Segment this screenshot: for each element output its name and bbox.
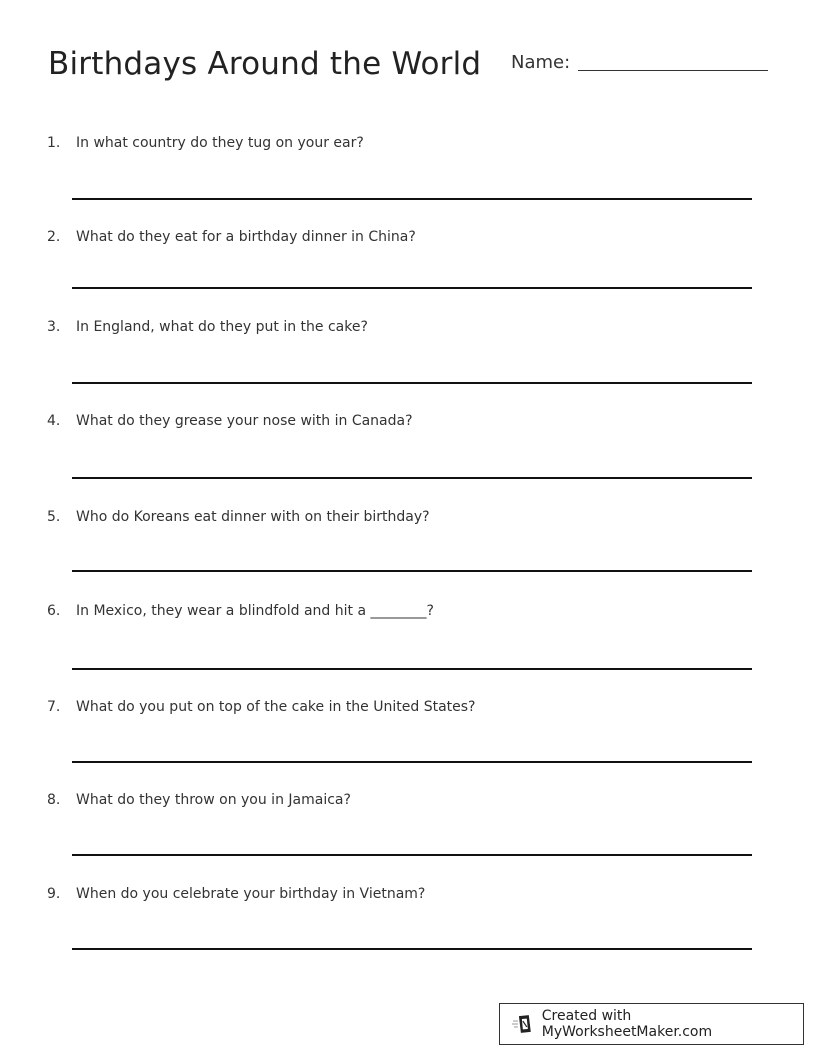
question-number: 8.: [47, 792, 61, 808]
answer-line-1[interactable]: [72, 198, 752, 200]
question-3: [47, 319, 767, 335]
question-number: 6.: [47, 603, 61, 619]
question-number: 4.: [47, 413, 61, 429]
question-7: [47, 699, 767, 715]
question-text: When do you celebrate your birthday in Vietnam?: [76, 886, 426, 902]
question-4: [47, 413, 767, 429]
question-text: What do they eat for a birthday dinner in China?: [76, 229, 416, 245]
question-9: [47, 886, 767, 902]
question-number: 3.: [47, 319, 61, 335]
question-text: In what country do they tug on your ear?: [76, 135, 364, 151]
question-text: What do you put on top of the cake in the United States?: [76, 699, 476, 715]
question-text: In England, what do they put in the cake?: [76, 319, 368, 335]
question-number: 1.: [47, 135, 61, 151]
question-number: 2.: [47, 229, 61, 245]
question-number: 9.: [47, 886, 61, 902]
answer-line-6[interactable]: [72, 668, 752, 670]
worksheet-logo-icon: [512, 1013, 534, 1035]
question-text: What do they throw on you in Jamaica?: [76, 792, 351, 808]
page-title: Birthdays Around the World: [48, 46, 482, 82]
question-text: In Mexico, they wear a blindfold and hit a ________?: [76, 603, 434, 619]
answer-line-3[interactable]: [72, 382, 752, 384]
answer-line-9[interactable]: [72, 948, 752, 950]
answer-line-5[interactable]: [72, 570, 752, 572]
question-number: 5.: [47, 509, 61, 525]
answer-line-8[interactable]: [72, 854, 752, 856]
question-number: 7.: [47, 699, 61, 715]
question-2: [47, 229, 767, 245]
question-text: What do they grease your nose with in Canada?: [76, 413, 413, 429]
question-6: [47, 603, 767, 619]
answer-line-7[interactable]: [72, 761, 752, 763]
question-text: Who do Koreans eat dinner with on their birthday?: [76, 509, 430, 525]
name-answer-line[interactable]: [578, 70, 768, 71]
question-5: [47, 509, 767, 525]
name-field-group: [511, 52, 768, 73]
footer-credit-box: [499, 1003, 804, 1045]
answer-line-4[interactable]: [72, 477, 752, 479]
question-8: [47, 792, 767, 808]
question-1: [47, 135, 767, 151]
name-label: Name:: [511, 52, 571, 73]
footer-credit-text: Created with MyWorksheetMaker.com: [541, 1008, 713, 1040]
answer-line-2[interactable]: [72, 287, 752, 289]
